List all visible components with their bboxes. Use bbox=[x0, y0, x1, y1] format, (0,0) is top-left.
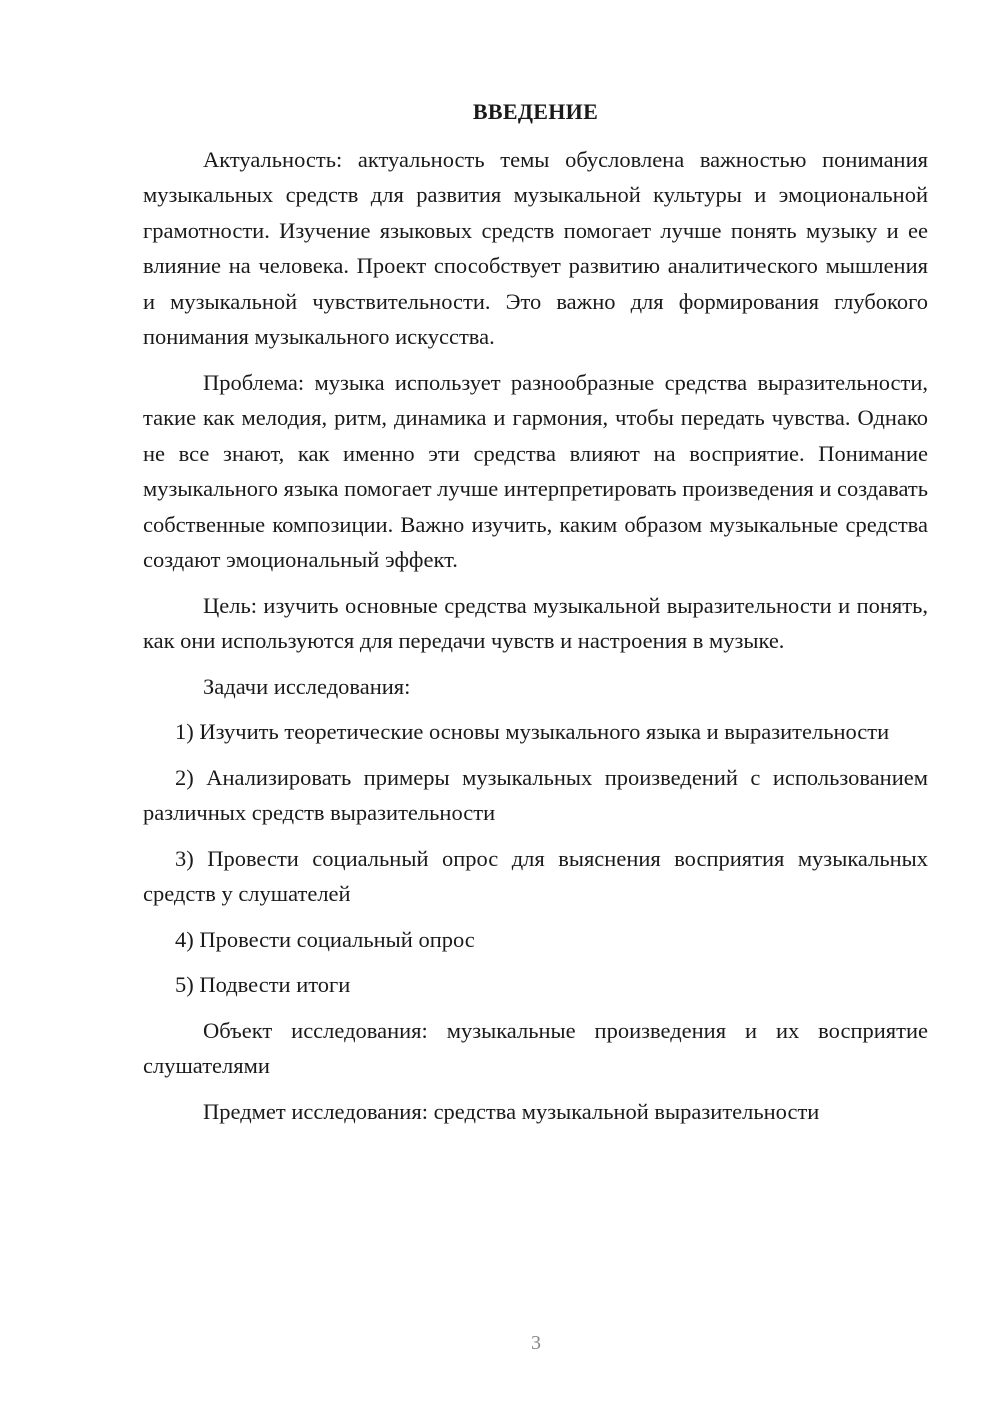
goal-paragraph: Цель: изучить основные средства музыкальной выразительности и понять, как они используются для передачи чувств и настроения в музыке. bbox=[143, 592, 928, 653]
problem-paragraph: Проблема: музыка использует разнообразные средства выразительности, такие как мелодия, ритм, динамика и гармония, чтобы передать чувства. Однако не все знают, как именно эти средства влияют на восприятие. Понимание музыкального языка помогает лучше интерпретировать произведения и создавать собственные композиции. Важно изучить, каким образом музыкальные средства создают эмоциональный эффект. bbox=[143, 369, 928, 572]
task-item-2: 2) Анализировать примеры музыкальных произведений с использованием различных средств выразительности bbox=[143, 764, 928, 825]
task-item-1: 1) Изучить теоретические основы музыкального языка и выразительности bbox=[175, 719, 890, 744]
relevance-paragraph: Актуальность: актуальность темы обусловлена важностью понимания музыкальных средств для развития музыкальной культуры и эмоциональной грамотности. Изучение языковых средств помогает лучше понять музыку и ее влияние на человека. Проект способствует развитию аналитического мышления и музыкальной чувствительности. Это важно для формирования глубокого понимания музыкального искусства. bbox=[143, 146, 928, 349]
tasks-heading: Задачи исследования: bbox=[203, 673, 411, 699]
section-title: ВВЕДЕНИЕ bbox=[472, 99, 599, 124]
task-item-5: 5) Подвести итоги bbox=[175, 972, 351, 997]
subject-paragraph: Предмет исследования: средства музыкальной выразительности bbox=[203, 1098, 820, 1124]
page-content bbox=[143, 94, 928, 1139]
page-number: 3 bbox=[531, 1332, 541, 1354]
task-item-3: 3) Провести социальный опрос для выяснения восприятия музыкальных средств у слушателей bbox=[143, 845, 928, 906]
task-item-4: 4) Провести социальный опрос bbox=[175, 926, 475, 952]
object-paragraph: Объект исследования: музыкальные произведения и их восприятие слушателями bbox=[143, 1017, 928, 1078]
